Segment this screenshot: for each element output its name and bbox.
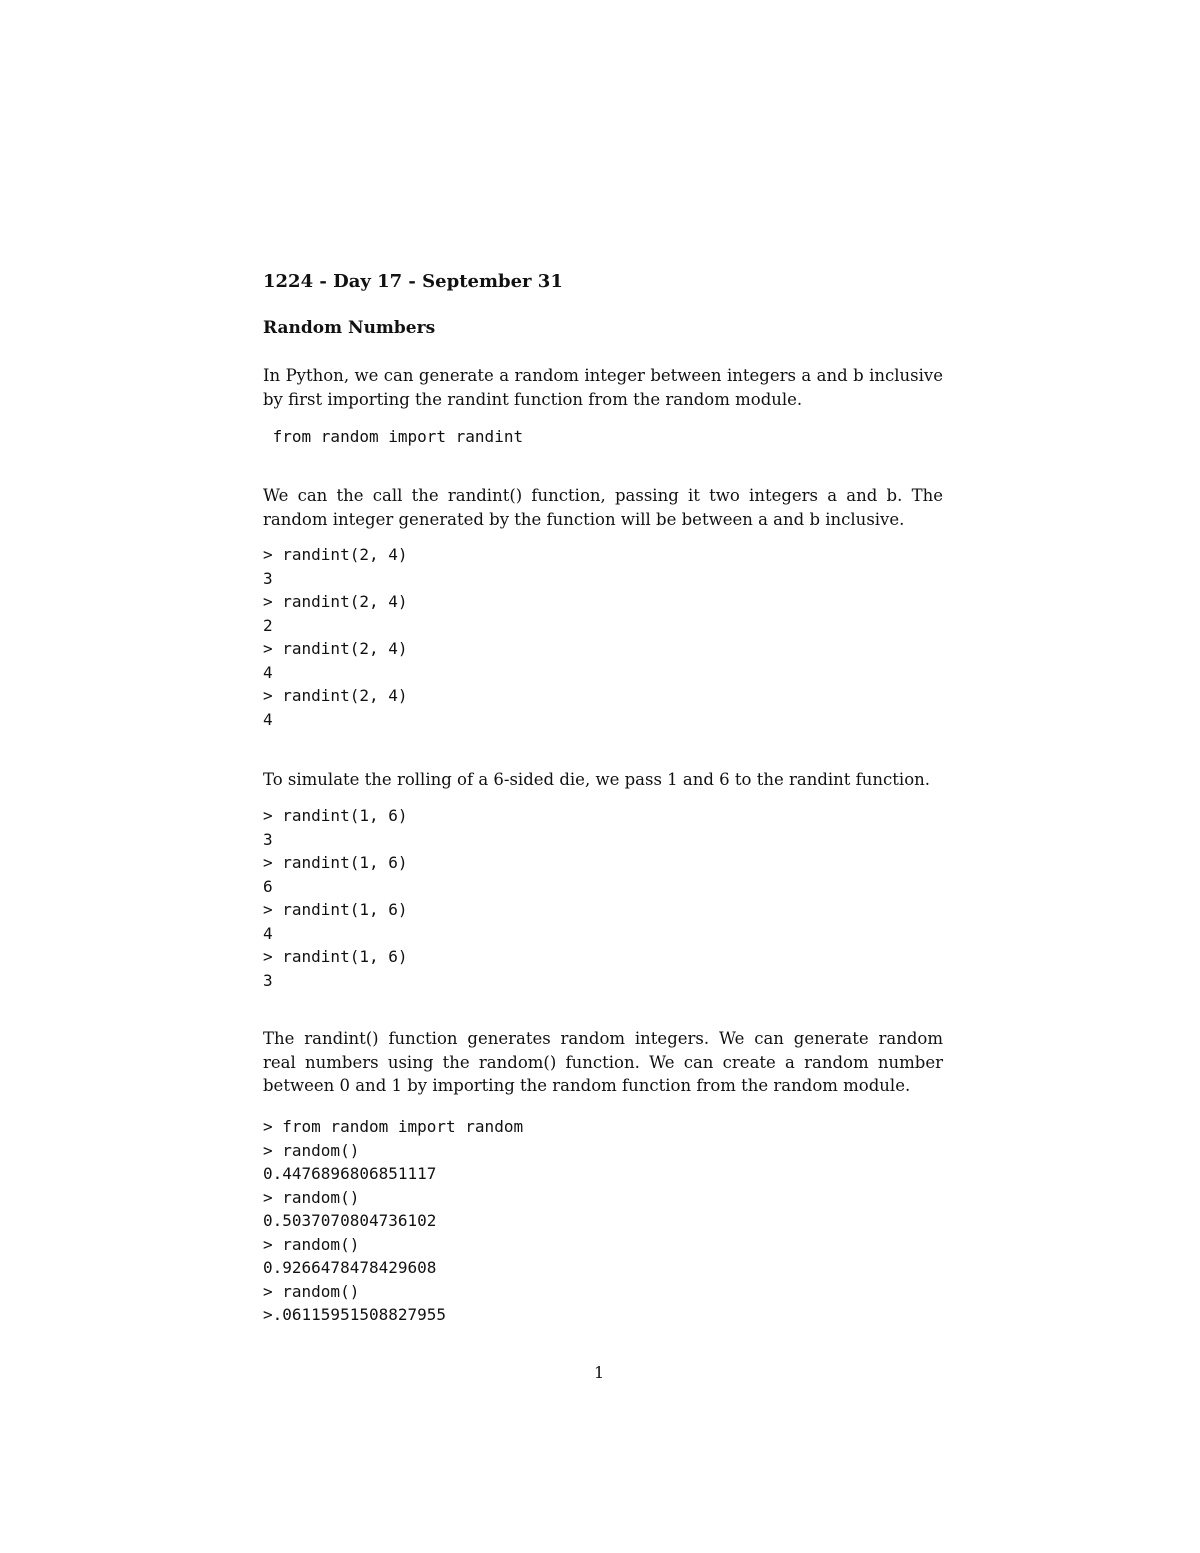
code-line: > randint(2, 4) (263, 545, 408, 564)
code-line: 4 (263, 923, 273, 943)
code-line: 4 (263, 662, 273, 682)
code-line: > randint(2, 4) (263, 686, 408, 705)
code-line: > random() (263, 1140, 360, 1160)
real-explain-line-2: real numbers using the random() function. We can create a random number (263, 1052, 943, 1072)
code-line: from random import randint (263, 427, 524, 446)
document-title: 1224 - Day 17 - September 31 (263, 271, 563, 292)
real-explain-line-3: between 0 and 1 by importing the random function from the random module. (263, 1076, 911, 1095)
call-explain-line-1: We can the call the randint() function, passing it two integers a and b. The (263, 486, 943, 505)
code-line: 6 (263, 876, 273, 896)
call-explain-paragraph (263, 484, 943, 531)
code-line: 0.4476896806851117 (263, 1164, 437, 1183)
code-line: 4 (263, 709, 273, 729)
code-line: > randint(1, 6) (263, 947, 408, 966)
import-code-block (263, 425, 523, 449)
code-line: > random() (263, 1187, 360, 1207)
code-line: 3 (263, 568, 273, 588)
code-line: > randint(2, 4) (263, 639, 408, 658)
code-line: > random() (263, 1234, 360, 1254)
intro-line-1: In Python, we can generate a random integer between integers a and b inclusive (263, 366, 943, 385)
code-line: 0.5037070804736102 (263, 1211, 437, 1230)
code-line: > from random import random (263, 1117, 524, 1136)
code-line: > randint(1, 6) (263, 806, 408, 825)
code-line: 3 (263, 970, 273, 990)
random-example-block (263, 1115, 523, 1327)
intro-paragraph (263, 364, 943, 411)
die-explain-paragraph (263, 768, 943, 792)
code-line: 2 (263, 615, 273, 635)
code-line: > randint(2, 4) (263, 592, 408, 611)
code-line: >.06115951508827955 (263, 1305, 447, 1324)
real-explain-line-1: The randint() function generates random integers. We can generate random (263, 1029, 943, 1048)
randint-example-block-1 (263, 543, 408, 731)
section-heading: Random Numbers (263, 318, 436, 338)
code-line: > randint(1, 6) (263, 900, 408, 919)
call-explain-line-2: random integer generated by the function will be between a and b inclusive. (263, 509, 905, 529)
die-explain-line: To simulate the rolling of a 6-sided die, we pass 1 and 6 to the randint function. (263, 770, 930, 789)
code-line: > randint(1, 6) (263, 853, 408, 872)
randint-example-block-2 (263, 804, 408, 992)
code-line: 3 (263, 829, 273, 849)
real-explain-paragraph (263, 1027, 943, 1098)
code-line: > random() (263, 1281, 360, 1301)
page-number: 1 (594, 1363, 605, 1382)
code-line: 0.9266478478429608 (263, 1258, 437, 1277)
intro-line-2: by first importing the randint function from the random module. (263, 389, 803, 409)
